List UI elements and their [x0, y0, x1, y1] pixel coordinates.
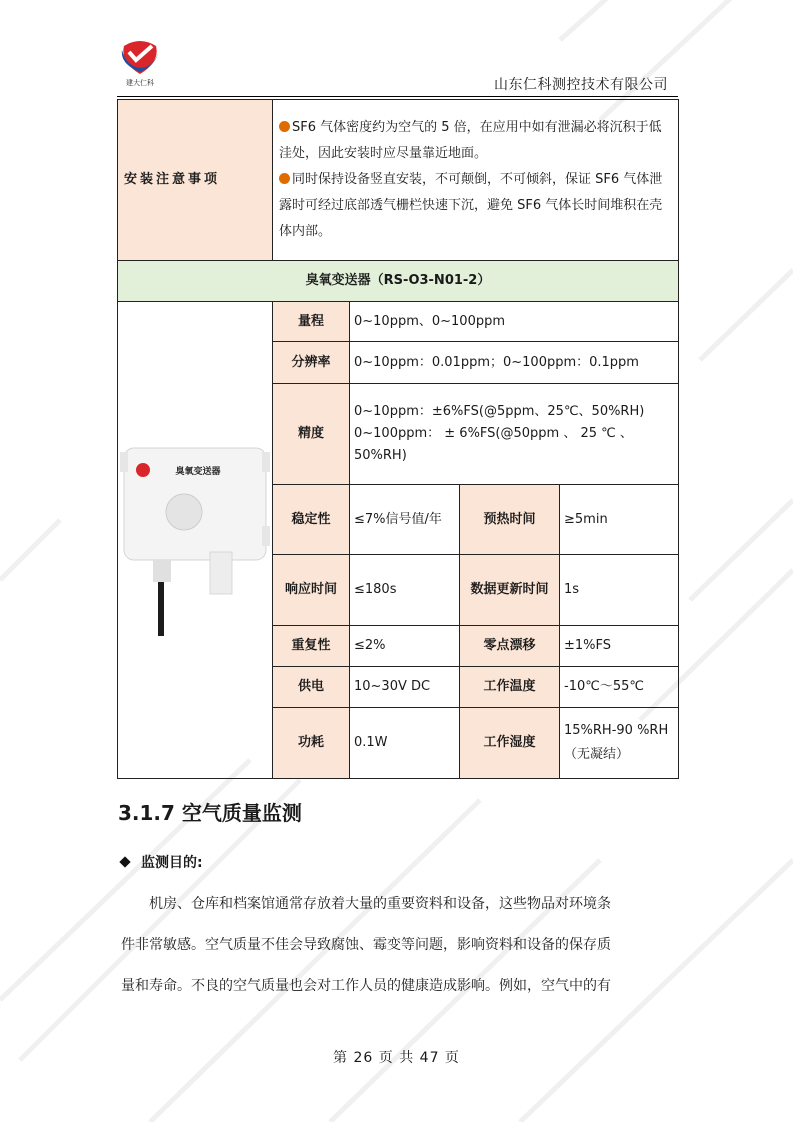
device-photo	[118, 302, 273, 779]
note-item: 同时保持设备竖直安装，不可颠倒，不可倾斜，保证 SF6 气体泄露时可经过底部透气栅栏快速下沉，避免 SF6 气体长时间堆积在壳体内部。	[279, 172, 663, 239]
spec-value: ±1%FS	[560, 626, 679, 667]
spec-value: 15%RH-90 %RH（无凝结）	[560, 708, 679, 779]
company-logo	[118, 38, 162, 88]
spec-value: 10~30V DC	[350, 667, 460, 708]
spec-label: 数据更新时间	[460, 555, 560, 626]
paragraph-line: 量和寿命。不良的空气质量也会对工作人员的健康造成影响。例如，空气中的有	[121, 978, 611, 994]
install-notes-label: 安装注意事项	[118, 100, 273, 261]
install-notes-row	[118, 100, 679, 261]
sensor-title: 臭氧变送器（RS-O3-N01-2）	[118, 261, 679, 302]
spec-label: 工作温度	[460, 667, 560, 708]
spec-value: -10℃～55℃	[560, 667, 679, 708]
spec-label: 量程	[273, 302, 350, 342]
spec-value: ≤2%	[350, 626, 460, 667]
bullet-dot-icon	[279, 121, 290, 132]
spec-row	[118, 302, 679, 342]
spec-value: 0~10ppm：±6%FS(@5ppm、25℃、50%RH) 0~100ppm： ± 6%FS(@50ppm 、 25 ℃ 、 50%RH)	[350, 384, 679, 485]
paragraph-line: 件非常敏感。空气质量不佳会导致腐蚀、霉变等问题，影响资料和设备的保存质	[121, 937, 611, 953]
device-label: 臭氧变送器	[175, 467, 221, 477]
spec-label: 功耗	[273, 708, 350, 779]
spec-value: ≤180s	[350, 555, 460, 626]
spec-value: 0~10ppm、0~100ppm	[350, 302, 679, 342]
ozone-transmitter-image	[120, 440, 270, 640]
spec-label: 响应时间	[273, 555, 350, 626]
spec-value: ≤7%信号值/年	[350, 485, 460, 555]
spec-value: 0.1W	[350, 708, 460, 779]
note-item: SF6 气体密度约为空气的 5 倍，在应用中如有泄漏必将沉积于低洼处，因此安装时应尽量靠近地面。	[279, 120, 662, 161]
logo-text: 建大仁科	[126, 79, 154, 87]
page-footer: 第 26 页 共 47 页	[333, 1050, 460, 1066]
spec-label: 零点漂移	[460, 626, 560, 667]
bullet-dot-icon	[279, 173, 290, 184]
spec-label: 工作湿度	[460, 708, 560, 779]
header-divider	[117, 96, 678, 97]
install-notes-content	[273, 100, 679, 261]
spec-label: 稳定性	[273, 485, 350, 555]
spec-value: 1s	[560, 555, 679, 626]
bullet-heading: 监测目的:	[121, 852, 203, 872]
diamond-bullet-icon	[119, 856, 130, 867]
spec-label: 供电	[273, 667, 350, 708]
paragraph-line: 机房、仓库和档案馆通常存放着大量的重要资料和设备，这些物品对环境条	[149, 896, 611, 912]
company-name: 山东仁科测控技术有限公司	[494, 77, 668, 93]
section-heading: 3.1.7 空气质量监测	[118, 801, 302, 825]
spec-table	[117, 99, 679, 779]
spec-value: 0~10ppm：0.01ppm；0~100ppm：0.1ppm	[350, 342, 679, 384]
spec-label: 分辨率	[273, 342, 350, 384]
spec-label: 重复性	[273, 626, 350, 667]
spec-label: 预热时间	[460, 485, 560, 555]
spec-label: 精度	[273, 384, 350, 485]
spec-value: ≥5min	[560, 485, 679, 555]
